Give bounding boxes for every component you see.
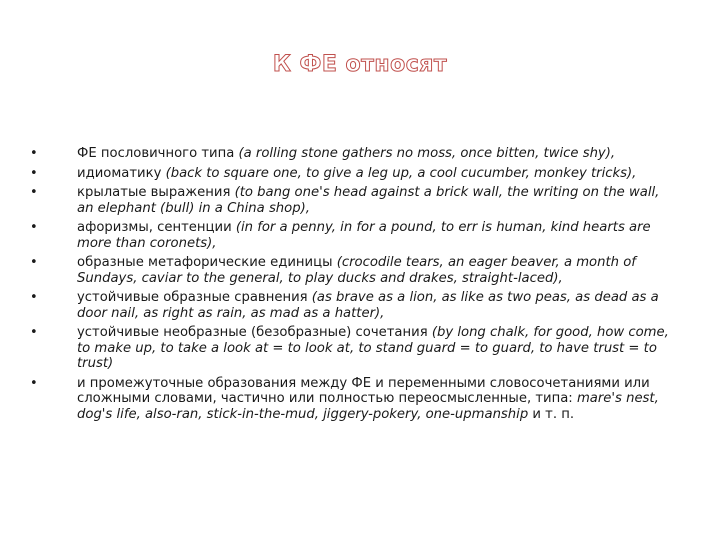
item-tail-text: и т. п. (528, 406, 575, 422)
item-lead-text: афоризмы, сентенции (77, 220, 236, 235)
bullet-marker: • (30, 290, 38, 305)
list-item (30, 146, 670, 162)
bullet-marker: • (30, 185, 38, 200)
list-item (30, 376, 670, 423)
item-examples: (back to square one, to give a leg up, a cool cucumber, monkey tricks), (165, 165, 637, 181)
bullet-list (30, 146, 670, 426)
item-lead-text: крылатые выражения (77, 185, 235, 200)
list-item (30, 325, 670, 372)
item-lead-text: идиоматику (77, 165, 166, 181)
bullet-marker: • (30, 375, 38, 391)
bullet-marker: • (30, 220, 38, 235)
item-examples: (by long chalk, for good, how come, to make up, to take a look at = to look at, to stand guard = to guard, to have trust = to trust) (77, 325, 669, 371)
item-lead-text: устойчивые необразные (безобразные) сочетания (77, 325, 432, 340)
item-examples: mare's nest, dog's life, also-ran, stick-in-the-mud, jiggery-pokery, one-upmanship (77, 391, 659, 422)
item-examples: (in for a penny, in for a pound, to err is human, kind hearts are more than coronets), (77, 220, 651, 251)
list-item (30, 290, 670, 321)
item-lead-text: образные метафорические единицы (77, 255, 337, 270)
item-lead-text: и промежуточные образования между ФЕ и переменными словосочетаниями или сложными словами, частично или полностью переосмысленные, типа: (77, 375, 650, 406)
bullet-marker: • (30, 255, 38, 270)
list-item (30, 220, 670, 251)
bullet-marker: • (30, 165, 38, 181)
item-examples: (as brave as a lion, as like as two peas, as dead as a door nail, as right as rain, as mad as a hatter), (77, 290, 659, 321)
list-item (30, 185, 670, 216)
item-examples: (a rolling stone gathers no moss, once bitten, twice shy), (238, 146, 616, 161)
list-item (30, 255, 670, 286)
item-examples: (crocodile tears, an eager beaver, a month of Sundays, caviar to the general, to play ducks and drakes, straight-laced), (77, 255, 636, 286)
bullet-marker: • (30, 146, 38, 161)
list-item (30, 166, 670, 182)
item-examples: (to bang one's head against a brick wall, the writing on the wall, an elephant (bull) in a China shop), (77, 185, 660, 216)
slide-title: К ФЕ относят (272, 52, 448, 77)
item-lead-text: ФЕ пословичного типа (77, 146, 239, 161)
bullet-marker: • (30, 325, 38, 340)
item-lead-text: устойчивые образные сравнения (77, 290, 312, 305)
